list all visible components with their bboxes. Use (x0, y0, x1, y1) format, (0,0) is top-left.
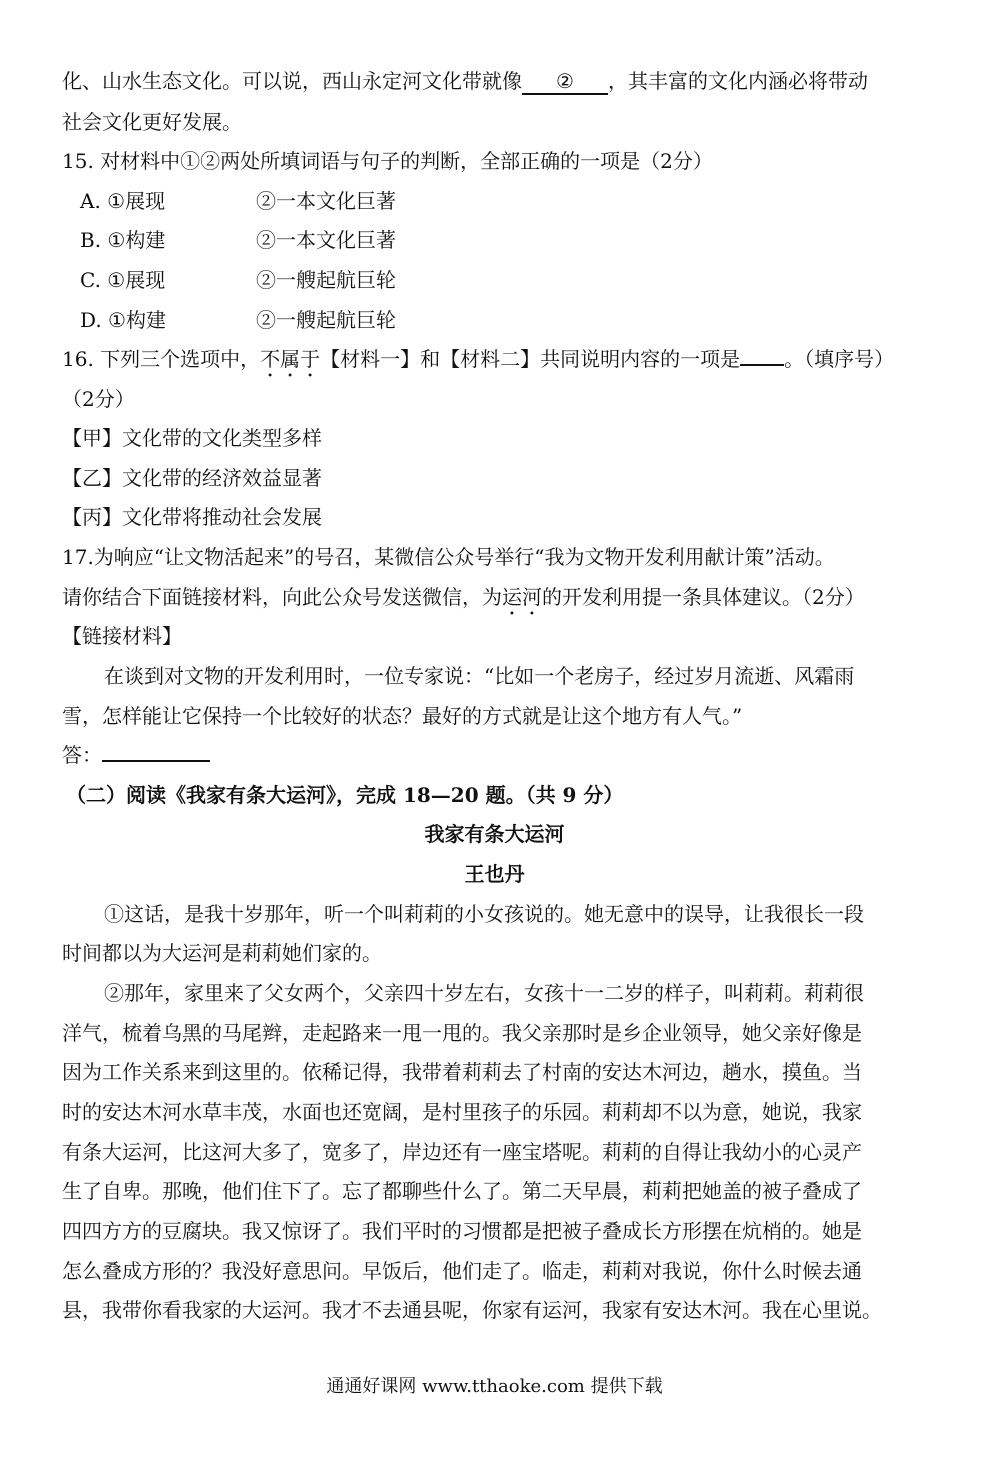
intro-line-1 (62, 66, 932, 96)
para-2-line-9: 县，我带你看我家的大运河。我才不去通县呢，你家有运河，我家有安达木河。我在心里说。 (62, 1298, 882, 1322)
q15-option-a: A. ①展现 ②一本文化巨著 (80, 189, 396, 213)
q16-item-bing: 【丙】文化带将推动社会发展 (62, 505, 322, 529)
link-material-line-2: 雪，怎样能让它保持一个比较好的状态？最好的方式就是让这个地方有人气。” (62, 704, 743, 728)
answer-line (62, 740, 932, 770)
para-2-line-6: 生了自卑。那晚，他们住下了。忘了都聊些什么了。第二天早晨，莉莉把她盖的被子叠成了 (62, 1179, 862, 1203)
q17-emphasis: 运河 (502, 585, 542, 609)
section-2-heading: （二）阅读《我家有条大运河》，完成 18—20 题。（共 9 分） (66, 783, 624, 807)
para-2-line-3: 因为工作关系来到这里的。依稀记得，我带着莉莉去了村南的安达木河边，趟水，摸鱼。当 (62, 1060, 862, 1084)
para-2-line-4: 时的安达木河水草丰茂，水面也还宽阔，是村里孩子的乐园。莉莉却不以为意，她说，我家 (62, 1100, 862, 1124)
q16-blank (740, 364, 784, 366)
para-2-line-5: 有条大运河，比这河大多了，宽多了，岸边还有一座宝塔呢。莉莉的自得让我幼小的心灵产 (62, 1140, 862, 1164)
q16-item-yi: 【乙】文化带的经济效益显著 (62, 466, 322, 490)
fill-blank-2: ② (522, 69, 608, 95)
page-footer: 通通好课网 www.tthaoke.com 提供下载 (326, 1376, 663, 1397)
q16-item-jia: 【甲】文化带的文化类型多样 (62, 426, 322, 450)
intro-line-2: 社会文化更好发展。 (62, 110, 242, 134)
para-2-line-8: 怎么叠成方形的？我没好意思问。早饭后，他们走了。临走，莉莉对我说，你什么时候去通 (62, 1259, 862, 1283)
para-2-line-1: ②那年，家里来了父女两个，父亲四十岁左右，女孩十一二岁的样子，叫莉莉。莉莉很 (104, 981, 864, 1005)
q16-score: （2分） (62, 387, 135, 411)
q17-line-1: 17.为响应“让文物活起来”的号召，某微信公众号举行“我为文物开发利用献计策”活动。 (62, 545, 835, 569)
q15-option-d: D. ①构建 ②一艘起航巨轮 (80, 308, 396, 332)
q15-option-c: C. ①展现 ②一艘起航巨轮 (80, 268, 396, 292)
intro-text-b: ，其丰富的文化内涵必将带动 (608, 69, 868, 93)
q15-stem: 15. 对材料中①②两处所填词语与句子的判断，全部正确的一项是（2分） (62, 149, 713, 173)
q17-line-2: 请你结合下面链接材料，向此公众号发送微信，为运河的开发利用提一条具体建议。（2分） (62, 585, 865, 609)
para-2-line-2: 洋气，梳着乌黑的马尾辫，走起路来一甩一甩的。我父亲那时是乡企业领导，她父亲好像是 (62, 1021, 862, 1045)
para-1-line-2: 时间都以为大运河是莉莉她们家的。 (62, 941, 382, 965)
q16-stem: 16. 下列三个选项中，不属于【材料一】和【材料二】共同说明内容的一项是 。（填序号） (62, 347, 895, 371)
link-material-title: 【链接材料】 (62, 624, 182, 648)
article-title: 我家有条大运河 (424, 822, 565, 846)
q15-option-b: B. ①构建 ②一本文化巨著 (80, 228, 396, 252)
article-author: 王也丹 (464, 862, 525, 886)
link-material-line-1: 在谈到对文物的开发利用时，一位专家说：“比如一个老房子，经过岁月流逝、风霜雨 (104, 664, 855, 688)
para-2-line-7: 四四方方的豆腐块。我又惊讶了。我们平时的习惯都是把被子叠成长方形摆在炕梢的。她是 (62, 1219, 862, 1243)
intro-text-a: 化、山水生态文化。可以说，西山永定河文化带就像 (62, 69, 522, 93)
q16-emphasis: 不属于 (260, 347, 321, 371)
para-1-line-1: ①这话，是我十岁那年，听一个叫莉莉的小女孩说的。她无意中的误导，让我很长一段 (104, 902, 864, 926)
answer-blank (102, 760, 210, 762)
answer-label: 答： (62, 743, 102, 767)
